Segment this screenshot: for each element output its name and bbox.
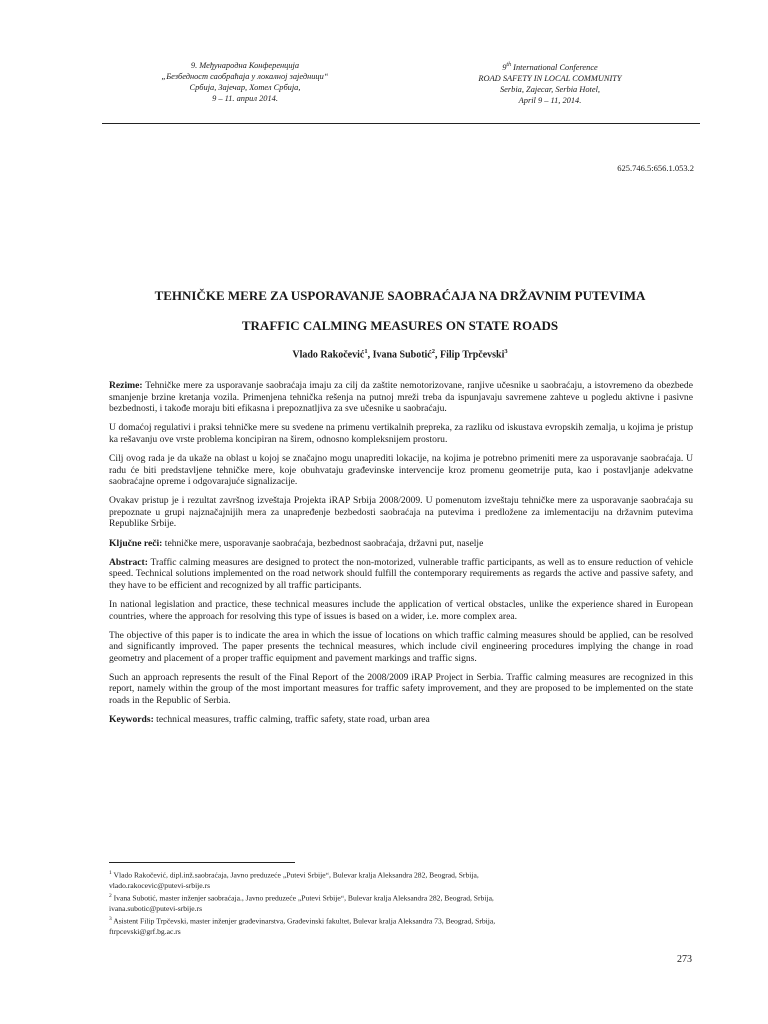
header-left-line1: 9. Међународна Конференција [190, 61, 300, 70]
footnote-divider [109, 862, 295, 863]
footnote-text: Vlado Rakočević, dipl.inž.saobraćaja, Javno preduzeće „Putevi Srbije“, Bulevar kralja Aleksandra 282, Beograd, Srbija, [111, 870, 479, 880]
keywords-label: Keywords: [109, 714, 154, 726]
footnote-email: vlado.rakocevic@putevi-srbije.rs [109, 880, 211, 890]
page-number: 273 [677, 954, 692, 965]
author-name: Vlado Rakočević [292, 349, 365, 361]
kljucne-reci-label: Ključne reči: [109, 537, 163, 549]
header-left-line2: „Безбедност саобраћаја у локалној заједници“ [161, 72, 329, 81]
abstract-label: Abstract: [109, 556, 148, 568]
rezime-paragraph: U domaćoj regulativi i praksi tehničke mere su svedene na primenu vertikalnih prepreka, za razliku od iskustava evropskih zemalja, u kojima je pristup ka rešavanju ove vrste problema koncipiran na širem, odnosno kompleksnijem prostoru. [109, 422, 693, 445]
footnote-number: 1 [109, 870, 112, 876]
header-right-ordinal: th [506, 62, 512, 68]
header-divider [102, 123, 700, 124]
footnotes [109, 868, 689, 937]
conference-header-cyrillic [140, 60, 350, 104]
author-footnote-ref: 1 [364, 348, 368, 355]
keywords-paragraph [109, 714, 693, 726]
paper-body [109, 380, 693, 733]
udc-code: 625.746.5:656.1.053.2 [617, 163, 694, 173]
header-right-conference: International Conference [511, 62, 598, 72]
author-name: Filip Trpčevski [440, 349, 505, 361]
header-right-line3: Serbia, Zajecar, Serbia Hotel, [499, 84, 601, 94]
footnote-text: Ivana Subotić, master inženjer saobraćaja., Javno preduzeće „Putevi Srbije“, Bulevar kralja Aleksandra 282, Beograd, Srbija, [111, 893, 494, 903]
author-separator: , [367, 349, 373, 361]
author-separator: , [435, 349, 440, 361]
abstract-text: Traffic calming measures are designed to protect the non-motorized, vulnerable traffic participants, as well as to ensure reduction of vehicle speed. Technical solutions implemented on the road network should fulfill the contemporary requirements as regards the active and passive safety, and they have to be efficient and recognized by all traffic participants. [109, 556, 693, 591]
paper-title-serbian: TEHNIČKE MERE ZA USPORAVANJE SAOBRAĆAJA NA DRŽAVNIM PUTEVIMA [154, 288, 646, 303]
header-left-line3: Србија, Зајечар, Хотел Србија, [189, 83, 301, 92]
paper-title-english: TRAFFIC CALMING MEASURES ON STATE ROADS [241, 318, 559, 333]
header-right-line2: ROAD SAFETY IN LOCAL COMMUNITY [478, 73, 622, 83]
author-name: Ivana Subotić [372, 349, 432, 361]
kljucne-reci-text: tehničke mere, usporavanje saobraćaja, bezbednost saobraćaja, državni put, naselje [162, 537, 484, 549]
abstract-paragraph: The objective of this paper is to indicate the area in which the issue of locations on which traffic calming measures should be applied, can be resolved and significantly improved. The paper presents the technical measures, which include civil engineering procedures implying the change in road geometry and placement of a proper traffic equipment and pavement markings and traffic signs. [109, 629, 693, 664]
header-left-line4: 9 – 11. април 2014. [212, 94, 278, 103]
abstract-paragraph: Such an approach represents the result of the Final Report of the 2008/2009 iRAP Project in Serbia. Traffic calming measures are recognized in this report, namely within the group of the most important measures for traffic safety improvement, and they are proposed to be implemented on the state roads in the Republic of Serbia. [109, 671, 693, 707]
rezime-text: Tehničke mere za usporavanje saobraćaja imaju za cilj da zaštite nemotorizovane, ranjive učesnike u saobraćaju, a istovremeno da obezbede smanjenje brzine kretanja vozila. Primenjena tehnička rešenja na putnoj mreži treba da ispunjavaju savremene zahteve u pogledu aktivne i pasivne bezbednosti, i takođe moraju biti efikasna i prepoznatljiva za sve učesnike u saobraćaju. [109, 380, 693, 415]
header-right-line1 [445, 60, 655, 73]
author-footnote-ref: 3 [504, 348, 508, 355]
conference-header-english [445, 60, 655, 106]
rezime-paragraph [109, 380, 693, 415]
author-footnote-ref: 2 [431, 348, 435, 355]
header-right-number: 9 [502, 62, 507, 72]
keywords-text: technical measures, traffic calming, traffic safety, state road, urban area [153, 714, 430, 726]
footnote [109, 891, 689, 904]
header-right-line4: April 9 – 11, 2014. [518, 95, 582, 105]
footnote-number: 3 [109, 915, 112, 922]
footnote-email: ivana.subotic@putevi-srbije.rs [109, 903, 203, 913]
author-list [100, 348, 700, 360]
rezime-paragraph: Cilj ovog rada je da ukaže na oblast u kojoj se značajno mogu unaprediti lokacije, na kojima je potrebno primeniti mere za usporavanje saobraćaja. U radu će biti predstavljene tehničke mere, koje obuhvataju građevinske intervencije kroz promenu geometrije puta, kao i postavljanje adekvatne saobraćajne opreme i odgovarajuće signalizacije. [109, 452, 693, 488]
footnote [109, 914, 689, 927]
abstract-paragraph [109, 557, 693, 592]
footnote-text: Asistent Filip Trpčevski, master inženjer građevinarstva, Građevinski fakultet, Bulevar kralja Aleksandra 73, Beograd, Srbija, [111, 916, 496, 926]
footnote-number: 2 [109, 892, 112, 899]
footnote-email: ftrpcevski@grf.bg.ac.rs [109, 926, 181, 936]
abstract-paragraph: In national legislation and practice, these technical measures include the application of vertical obstacles, unlike the experience shared in European countries, where the approach for resolving this type of issues is based on a wider, i.e. more complex area. [109, 598, 693, 622]
rezime-paragraph: Ovakav pristup je i rezultat završnog izveštaja Projekta iRAP Srbija 2008/2009. U pomenutom izveštaju tehničke mere za usporavanje saobraćaja su prepoznate u grupi najznačajnijih mera za unapređenje bezbedosti saobraćaja na putevima i predložene za imlementaciju na državnim putevima Republike Srbije. [109, 495, 693, 530]
rezime-label: Rezime: [109, 380, 143, 391]
kljucne-reci-paragraph [109, 538, 693, 550]
footnote [109, 868, 689, 881]
